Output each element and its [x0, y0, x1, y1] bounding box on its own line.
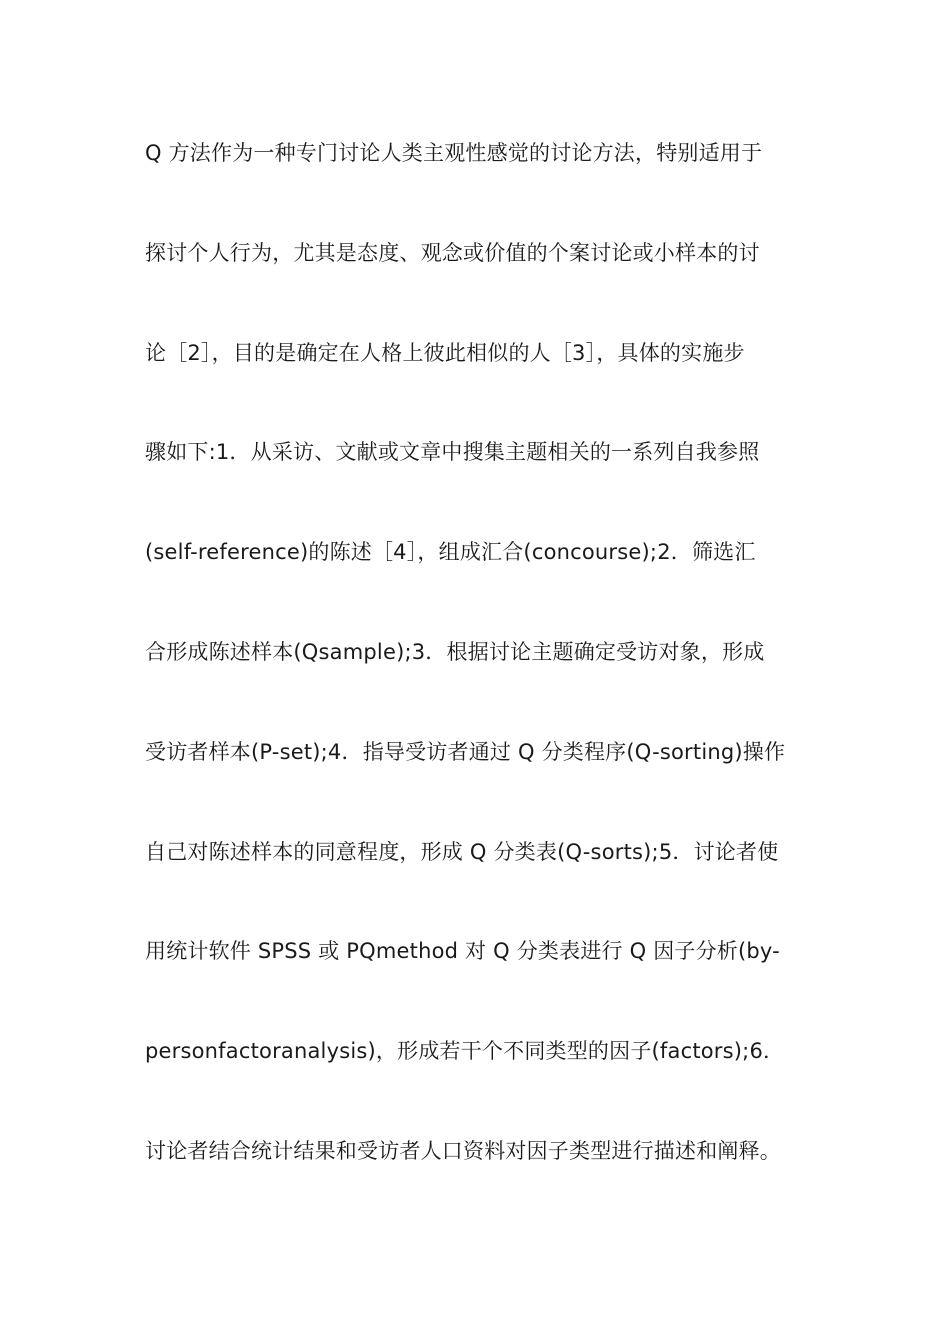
- text-line: 探讨个人行为，尤其是态度、观念或价值的个案讨论或小样本的讨: [145, 240, 760, 265]
- text-line: 合形成陈述样本(Qsample);3．根据讨论主题确定受访对象，形成: [145, 639, 765, 664]
- text-line: 论［2］，目的是确定在人格上彼此相似的人［3］，具体的实施步: [145, 340, 745, 365]
- text-line: 讨论者结合统计结果和受访者人口资料对因子类型进行描述和阐释。: [145, 1138, 781, 1163]
- text-line: Q 方法作为一种专门讨论人类主观性感觉的讨论方法，特别适用于: [145, 141, 763, 165]
- text-line: 骤如下:1．从采访、文献或文章中搜集主题相关的一系列自我参照: [145, 440, 760, 465]
- paragraph: [145, 128, 810, 1226]
- text-line: 自己对陈述样本的同意程度，形成 Q 分类表(Q-sorts);5．讨论者使: [145, 839, 779, 864]
- text-line: (self-reference)的陈述［4］，组成汇合(concourse);2．筛选汇: [145, 540, 756, 565]
- text-line: 用统计软件 SPSS 或 PQmethod 对 Q 分类表进行 Q 因子分析(by-: [145, 939, 780, 964]
- text-line: 受访者样本(P-set);4．指导受访者通过 Q 分类程序(Q-sorting)操作: [145, 739, 786, 764]
- text-line: personfactoranalysis)，形成若干个不同类型的因子(factors);6．: [145, 1039, 785, 1064]
